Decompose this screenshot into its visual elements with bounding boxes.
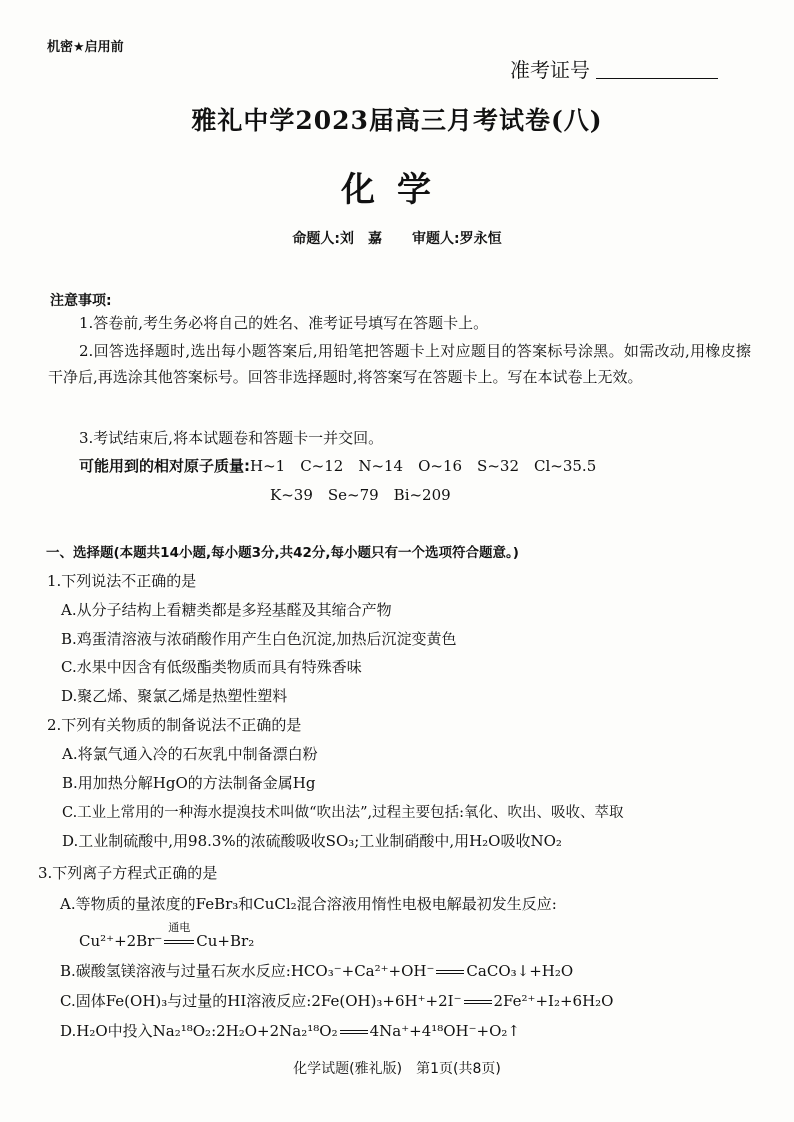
ticket-number-label: 准考证号	[510, 58, 590, 82]
equals-sign	[464, 1000, 492, 1004]
subject-title: 化学	[341, 170, 453, 210]
note-item-3: 3.考试结束后,将本试题卷和答题卡一并交回。	[79, 429, 384, 447]
option-c-right: 2Fe²⁺+I₂+6H₂O	[493, 992, 614, 1010]
question-2-stem: 2.下列有关物质的制备说法不正确的是	[47, 716, 302, 734]
question-1-option-b: B.鸡蛋清溶液与浓硝酸作用产生白色沉淀,加热后沉淀变黄色	[61, 630, 457, 648]
confidential-label: 机密★启用前	[47, 40, 124, 55]
option-b-left: B.碳酸氢镁溶液与过量石灰水反应:HCO₃⁻+Ca²⁺+OH⁻	[60, 962, 435, 980]
exam-title: 雅礼中学2023届高三月考试卷(八)	[191, 106, 603, 135]
authors-line	[0, 228, 794, 248]
atomic-masses-values-1: H~1 C~12 N~14 O~16 S~32 Cl~35.5	[250, 457, 597, 475]
question-1-option-d: D.聚乙烯、聚氯乙烯是热塑性塑料	[61, 687, 288, 705]
question-3-option-b	[60, 960, 573, 981]
equals-sign	[340, 1030, 368, 1034]
question-3-option-a: A.等物质的量浓度的FeBr₃和CuCl₂混合溶液用惰性电极电解最初发生反应:	[60, 895, 557, 913]
option-d-right: 4Na⁺+4¹⁸OH⁻+O₂↑	[369, 1022, 521, 1040]
question-2-option-d: D.工业制硫酸中,用98.3%的浓硫酸吸收SO₃;工业制硝酸中,用H₂O吸收NO₂	[62, 832, 562, 850]
equals-sign	[436, 970, 464, 974]
question-1-option-a: A.从分子结构上看糖类都是多羟基醛及其缩合产物	[61, 601, 392, 619]
note-item-1: 1.答卷前,考生务必将自己的姓名、准考证号填写在答题卡上。	[79, 314, 489, 332]
question-2-option-b: B.用加热分解HgO的方法制备金属Hg	[62, 774, 316, 792]
electrolysis-arrow	[162, 921, 196, 950]
ticket-number-field	[510, 54, 718, 83]
ticket-number-blank[interactable]	[596, 60, 718, 79]
equation-a-products: Cu+Br₂	[196, 932, 255, 950]
section-heading: 一、选择题(本题共14小题,每小题3分,共42分,每小题只有一个选项符合题意。)	[46, 545, 519, 561]
question-2-option-c: C.工业上常用的一种海水提溴技术叫做“吹出法”,过程主要包括:氧化、吹出、吸收、萃取	[62, 805, 624, 821]
atomic-masses-line-2: K~39 Se~79 Bi~209	[270, 486, 451, 504]
reviewer: 审题人:罗永恒	[412, 231, 502, 247]
note-item-2: 2.回答选择题时,选出每小题答案后,用铅笔把答题卡上对应题目的答案标号涂黑。如需改动,用橡皮擦干净后,再选涂其他答案标号。回答非选择题时,将答案写在答题卡上。写在本试卷上无效。	[48, 342, 751, 386]
question-3-option-d	[60, 1020, 520, 1041]
question-2-option-a: A.将氯气通入冷的石灰乳中制备漂白粉	[62, 745, 318, 763]
question-1-option-c: C.水果中因含有低级酯类物质而具有特殊香味	[61, 658, 362, 676]
electrolysis-condition: 通电	[168, 921, 191, 934]
page-footer: 化学试题(雅礼版) 第1页(共8页)	[293, 1061, 501, 1077]
atomic-masses-label: 可能用到的相对原子质量:	[79, 457, 250, 475]
question-3-stem: 3.下列离子方程式正确的是	[38, 864, 218, 882]
option-c-left: C.固体Fe(OH)₃与过量的HI溶液反应:2Fe(OH)₃+6H⁺+2I⁻	[60, 992, 462, 1010]
question-setter: 命题人:刘 嘉	[292, 231, 382, 247]
equation-a-reactants: Cu²⁺+2Br⁻	[79, 932, 163, 950]
notes-heading: 注意事项:	[50, 293, 112, 309]
option-d-left: D.H₂O中投入Na₂¹⁸O₂:2H₂O+2Na₂¹⁸O₂	[60, 1022, 338, 1040]
option-b-right: CaCO₃↓+H₂O	[466, 962, 574, 980]
question-1-stem: 1.下列说法不正确的是	[47, 572, 197, 590]
atomic-masses-line-1	[79, 455, 596, 476]
question-3-option-c	[60, 990, 613, 1011]
question-3-option-a-equation	[79, 921, 255, 950]
